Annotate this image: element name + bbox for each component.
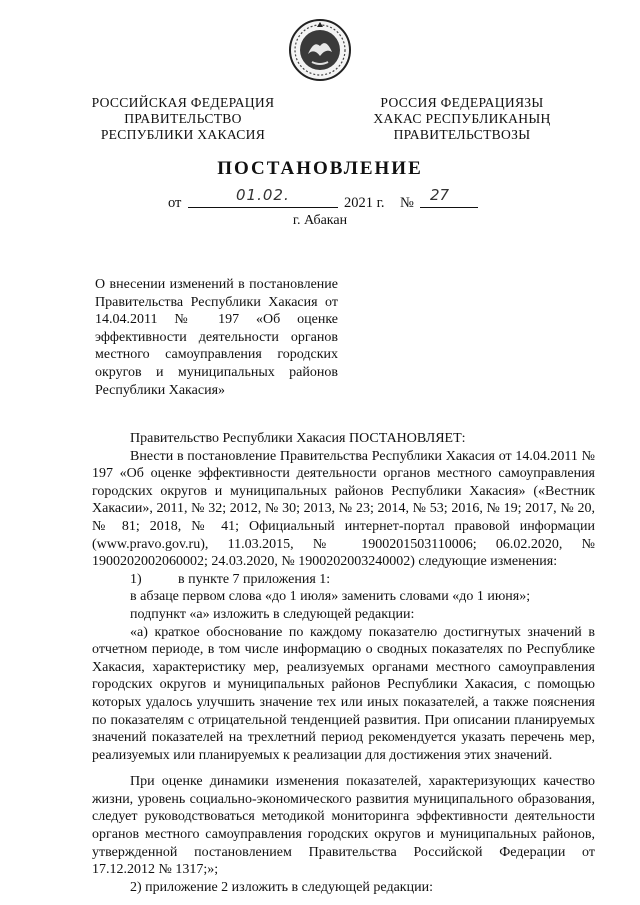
- header-left-line: РЕСПУБЛИКИ ХАКАСИЯ: [100, 127, 266, 142]
- body-paragraph: 2) приложение 2 изложить в следующей редакции:: [130, 879, 433, 895]
- list-item: [92, 571, 595, 589]
- header-left: [88, 95, 278, 143]
- handwritten-date: 01.02.: [236, 186, 290, 204]
- date-field: [188, 186, 338, 208]
- body-paragraph: подпункт «а» изложить в следующей редакции:: [130, 606, 415, 622]
- header-right-line: РОССИЯ ФЕДЕРАЦИЯЗЫ: [380, 95, 544, 110]
- list-item-number: 1): [130, 571, 142, 587]
- body-paragraph: Внести в постановление Правительства Республики Хакасия от 14.04.2011 № 197 «Об оценке эффективности деятельности органов местного самоуправления городских округов и муниципальных районов Республики Хакасия» («Вестник Хакасии», 2011, № 32; 2012, № 30; 2013, № 23; 2014, № 53; 2016, № 19; 2017, № 20, № 81; 2018, № 41; Официальный интернет-портал правовой информации (www.pravo.gov.ru), 11.03.2015, № 1900201503110006; 06.02.2020, № 1900202002060002; 24.03.2020, № 1900202003240002) следующие изменения:: [92, 448, 595, 570]
- header-right-line: ПРАВИТЕЛЬСТВОЗЫ: [393, 127, 531, 142]
- header-right: [372, 95, 552, 143]
- body-paragraph: в абзаце первом слова «до 1 июля» заменить словами «до 1 июня»;: [130, 589, 531, 605]
- city: г. Абакан: [292, 213, 348, 228]
- header-left-line: ПРАВИТЕЛЬСТВО: [124, 111, 242, 126]
- list-item-text: в пункте 7 приложения 1:: [178, 571, 331, 587]
- body-paragraph: «а) краткое обоснование по каждому показателю достигнутых значений в отчетном периоде, в том числе информацию о сводных показателях по Республике Хакасия, характеристику мер, реализуемых органами местного самоуправления городских округов и муниципальных районов Республики Хакасия, с помощью которых удалось улучшить значение тех или иных показателей, а также пояснения по показателям с отрицательной тенденцией развития. При описании планируемых значений показателей на трехлетний период рекомендуется указать перечень мер, реализуемых или планируемых к реализации для достижения этих значений.: [92, 624, 595, 763]
- document-title: ПОСТАНОВЛЕНИЕ: [217, 158, 423, 179]
- number-field: [420, 186, 478, 208]
- date-year: 2021 г.: [344, 195, 385, 211]
- handwritten-number: 27: [430, 186, 450, 204]
- coat-of-arms-icon: [288, 18, 352, 82]
- body-paragraph: Правительство Республики Хакасия ПОСТАНОВЛЯЕТ:: [130, 431, 466, 446]
- body-paragraph: При оценке динамики изменения показателей, характеризующих качество жизни, уровень социально-экономического развития муниципального образования, следует руководствоваться методикой мониторинга эффективности деятельности органов местного самоуправления городских округов и муниципальных районов, утвержденной постановлением Правительства Российской Федерации от 17.12.2012 № 1317;»;: [92, 774, 595, 878]
- document-body: [92, 430, 595, 896]
- subject-heading: О внесении изменений в постановление Правительства Республики Хакасия от 14.04.2011 № 197 «Об оценке эффективности деятельности органов местного самоуправления городских округов и муниципальных районов Республики Хакасия»: [95, 277, 338, 398]
- date-from-label: от: [168, 195, 182, 211]
- number-label: №: [400, 195, 414, 211]
- header-right-line: ХАКАС РЕСПУБЛИКАНЫҢ: [373, 111, 551, 126]
- header-left-line: РОССИЙСКАЯ ФЕДЕРАЦИЯ: [91, 95, 275, 110]
